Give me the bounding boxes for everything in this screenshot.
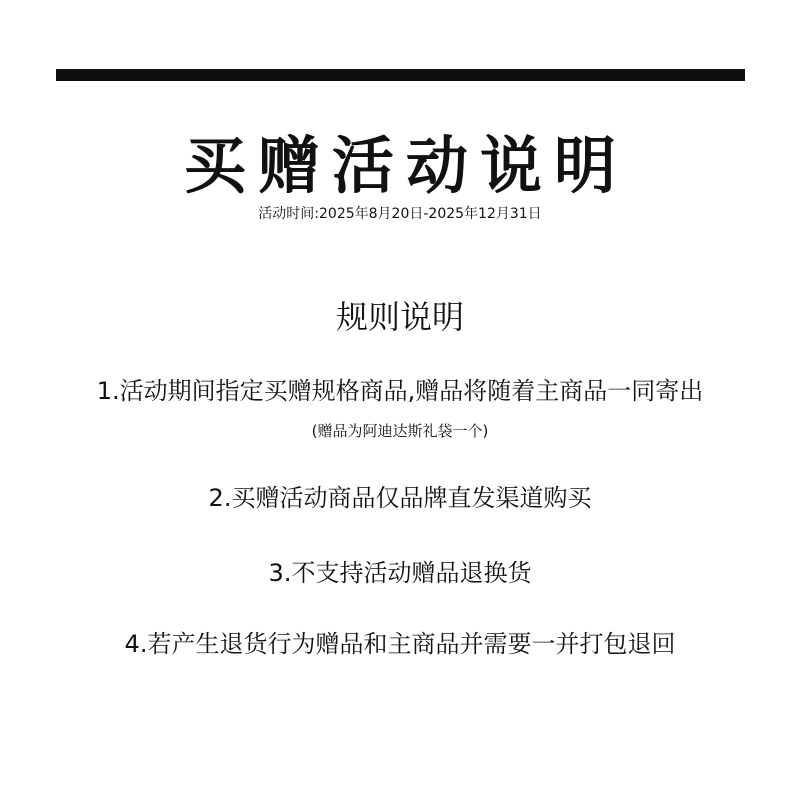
- top-divider-bar: [56, 69, 745, 81]
- rule-item-3: 3.不支持活动赠品退换货: [268, 559, 532, 587]
- rule-item-1: 1.活动期间指定买赠规格商品,赠品将随着主商品一同寄出: [96, 377, 704, 405]
- rule-item-1-note: (赠品为阿迪达斯礼袋一个): [311, 422, 489, 440]
- page-title: 买赠活动说明: [183, 129, 628, 202]
- rule-item-2: 2.买赠活动商品仅品牌直发渠道购买: [208, 484, 592, 512]
- event-date-range: 活动时间:2025年8月20日-2025年12月31日: [258, 206, 542, 222]
- rule-item-4: 4.若产生退货行为赠品和主商品并需要一并打包退回: [124, 630, 676, 658]
- rules-heading: 规则说明: [335, 298, 464, 336]
